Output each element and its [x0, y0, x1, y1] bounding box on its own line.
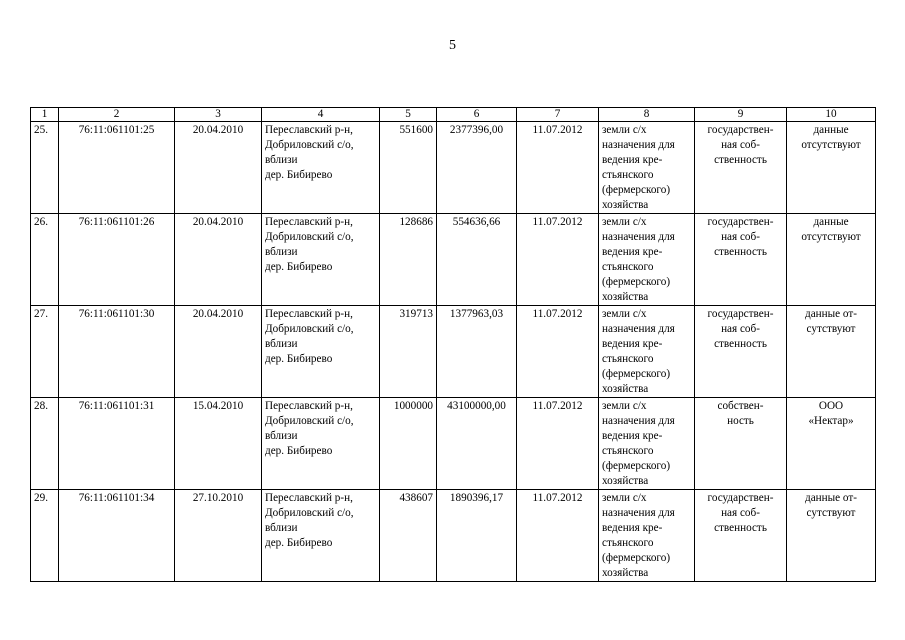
- cadastral-value-cell: 43100000,00: [437, 398, 517, 490]
- header-cell: 9: [695, 108, 787, 122]
- cadastral-value-cell: 554636,66: [437, 214, 517, 306]
- table-row: [31, 490, 876, 582]
- location-cell: Переславский р-н, Добриловский с/о, вблизи дер. Бибирево: [262, 214, 380, 306]
- area-cell: 1000000: [380, 398, 437, 490]
- registration-date-cell: 20.04.2010: [175, 122, 262, 214]
- ownership-cell: государствен- ная соб- ственность: [695, 214, 787, 306]
- registration-date-cell: 20.04.2010: [175, 306, 262, 398]
- rights-holder-cell: данные отсутствуют: [787, 214, 876, 306]
- header-cell: 7: [517, 108, 599, 122]
- row-number-cell: 29.: [31, 490, 59, 582]
- header-cell: 5: [380, 108, 437, 122]
- table-row: [31, 214, 876, 306]
- date-cell: 11.07.2012: [517, 122, 599, 214]
- cadastral-number-cell: 76:11:061101:30: [59, 306, 175, 398]
- location-cell: Переславский р-н, Добриловский с/о, вблизи дер. Бибирево: [262, 398, 380, 490]
- date-cell: 11.07.2012: [517, 306, 599, 398]
- land-category-cell: земли с/х назначения для ведения кре- стьянского (фермерского) хозяйства: [599, 214, 695, 306]
- header-cell: 4: [262, 108, 380, 122]
- date-cell: 11.07.2012: [517, 214, 599, 306]
- rights-holder-cell: ООО «Нектар»: [787, 398, 876, 490]
- registration-date-cell: 15.04.2010: [175, 398, 262, 490]
- header-cell: 3: [175, 108, 262, 122]
- row-number-cell: 25.: [31, 122, 59, 214]
- land-category-cell: земли с/х назначения для ведения кре- стьянского (фермерского) хозяйства: [599, 306, 695, 398]
- table-row: [31, 122, 876, 214]
- rights-holder-cell: данные от- сутствуют: [787, 490, 876, 582]
- row-number-cell: 26.: [31, 214, 59, 306]
- cadastral-value-cell: 2377396,00: [437, 122, 517, 214]
- header-cell: 1: [31, 108, 59, 122]
- cadastral-value-cell: 1377963,03: [437, 306, 517, 398]
- registration-date-cell: 20.04.2010: [175, 214, 262, 306]
- row-number-cell: 28.: [31, 398, 59, 490]
- cadastral-value-cell: 1890396,17: [437, 490, 517, 582]
- location-cell: Переславский р-н, Добриловский с/о, вблизи дер. Бибирево: [262, 122, 380, 214]
- area-cell: 128686: [380, 214, 437, 306]
- date-cell: 11.07.2012: [517, 490, 599, 582]
- land-category-cell: земли с/х назначения для ведения кре- стьянского (фермерского) хозяйства: [599, 490, 695, 582]
- registration-date-cell: 27.10.2010: [175, 490, 262, 582]
- land-registry-table: [30, 107, 876, 582]
- area-cell: 319713: [380, 306, 437, 398]
- ownership-cell: государствен- ная соб- ственность: [695, 306, 787, 398]
- area-cell: 551600: [380, 122, 437, 214]
- cadastral-number-cell: 76:11:061101:25: [59, 122, 175, 214]
- cadastral-number-cell: 76:11:061101:31: [59, 398, 175, 490]
- table-row: [31, 398, 876, 490]
- land-category-cell: земли с/х назначения для ведения кре- стьянского (фермерского) хозяйства: [599, 122, 695, 214]
- page-number: 5: [449, 38, 456, 53]
- rights-holder-cell: данные отсутствуют: [787, 122, 876, 214]
- header-cell: 8: [599, 108, 695, 122]
- ownership-cell: собствен- ность: [695, 398, 787, 490]
- land-category-cell: земли с/х назначения для ведения кре- стьянского (фермерского) хозяйства: [599, 398, 695, 490]
- ownership-cell: государствен- ная соб- ственность: [695, 490, 787, 582]
- row-number-cell: 27.: [31, 306, 59, 398]
- area-cell: 438607: [380, 490, 437, 582]
- header-cell: 2: [59, 108, 175, 122]
- table-header-row: [31, 108, 876, 122]
- rights-holder-cell: данные от- сутствуют: [787, 306, 876, 398]
- header-cell: 10: [787, 108, 876, 122]
- table-row: [31, 306, 876, 398]
- date-cell: 11.07.2012: [517, 398, 599, 490]
- ownership-cell: государствен- ная соб- ственность: [695, 122, 787, 214]
- location-cell: Переславский р-н, Добриловский с/о, вблизи дер. Бибирево: [262, 490, 380, 582]
- cadastral-number-cell: 76:11:061101:26: [59, 214, 175, 306]
- header-cell: 6: [437, 108, 517, 122]
- location-cell: Переславский р-н, Добриловский с/о, вблизи дер. Бибирево: [262, 306, 380, 398]
- cadastral-number-cell: 76:11:061101:34: [59, 490, 175, 582]
